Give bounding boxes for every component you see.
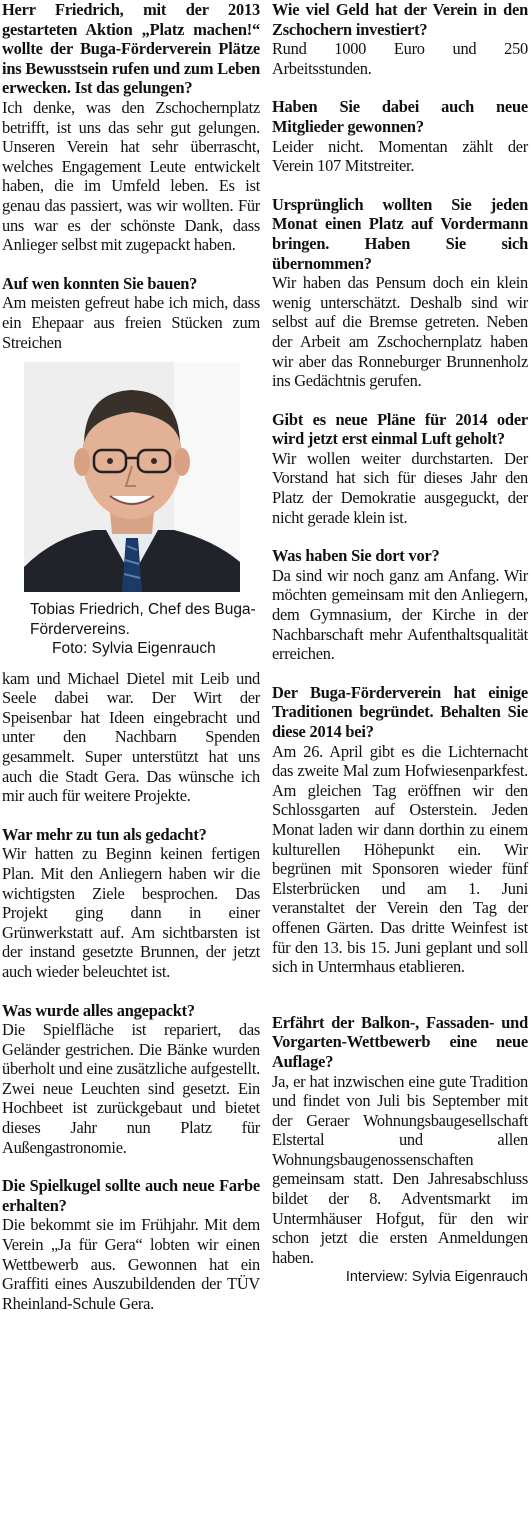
answer-money: Rund 1000 Euro und 250 Arbeitsstunden. [272, 39, 528, 78]
qa-more-work [2, 825, 260, 982]
qa-goals [272, 546, 528, 664]
caption-text: Tobias Friedrich, Chef des Buga-Fördervereins. [30, 601, 256, 638]
question-members: Haben Sie dabei auch neue Mitglieder gewonnen? [272, 97, 528, 136]
question-monthly-plan: Ursprünglich wollten Sie jeden Monat einen Platz auf Vordermann bringen. Haben Sie sich übernommen? [272, 194, 528, 273]
question-support: Auf wen konnten Sie bauen? [2, 273, 198, 293]
question-traditions: Der Buga-Förderverein hat einige Traditionen begründet. Behalten Sie diese 2014 bei? [272, 682, 528, 741]
answer-more-work: Wir hatten zu Beginn keinen fertigen Plan. Mit den Anliegern haben wir die wichtigsten Ziele besprochen. Das Projekt ging dann in einer Grünwerkstatt auf. Am sichtbarsten ist der instand gesetzte Brunnen, der jetzt auch wieder beleuchtet ist. [2, 844, 260, 981]
qa-traditions [272, 683, 528, 977]
question-tackled: Was wurde alles angepackt? [2, 1000, 195, 1020]
qa-members [272, 97, 528, 175]
portrait-figure [2, 362, 260, 659]
answer-traditions: Am 26. April gibt es die Lichternacht das zweite Mal zum Hofwiesenparkfest. Am gleichen Tag eröffnen wir den Schlossgarten auf Osterstein. Jeden Monat laden wir dann dorthin zu einem kulturellen Höhepunkt ein. Wir begrünen mit Sponsoren wieder fünf Elsterbrücken und am 1. Juni veranstaltet der Verein den Tag der offenen Gärten. Das dritte Weinfest ist für den 13. bis 15. Juni geplant und soll sich in Untermhaus etablieren. [272, 741, 528, 977]
answer-monthly-plan: Wir haben das Pensum doch ein klein wenig unterschätzt. Deshalb sind wir selbst auf die Bremse getreten. Neben der Arbeit am Zschochernplatz haben wir aber das Ronneburger Brunnenholz ins Gedächtnis gerufen. [272, 273, 528, 391]
answer-intro: Ich denke, was den Zschochernplatz betrifft, ist uns das sehr gut gelungen. Unseren Verein hat sehr überrascht, welches Engagement Leute entwickelt haben, die im Umfeld leben. Es ist genau das passiert, was wir wollten. Für uns war es der schönste Dank, dass Anlieger selbst mit zugepackt haben. [2, 97, 260, 255]
question-plans-2014: Gibt es neue Pläne für 2014 oder wird jetzt erst einmal Luft geholt? [272, 409, 528, 449]
question-more-work: War mehr zu tun als gedacht? [2, 824, 207, 844]
question-goals: Was haben Sie dort vor? [272, 546, 440, 566]
answer-tackled: Die Spielfläche ist repariert, das Geländer gestrichen. Die Bänke wurden überholt und eine zusätzliche aufgestellt. Zwei neue Leuchten sind gesetzt. Ein Hochbeet ist zurückgebaut und bietet dieses Jahr nun Platz für Außengastronomie. [2, 1020, 260, 1157]
answer-goals: Da sind wir noch ganz am Anfang. Wir möchten gemeinsam mit den Anliegern, dem Gymnasium, der Kirche in der Nachbarschaft mehr Aufenthaltsqualität erreichen. [272, 565, 528, 664]
answer-members: Leider nicht. Momentan zählt der Verein 107 Mitstreiter. [272, 136, 528, 176]
qa-monthly-plan [272, 195, 528, 391]
qa-plans-2014 [272, 410, 528, 528]
interview-credit: Interview: Sylvia Eigenrauch [345, 1269, 528, 1286]
qa-support [2, 274, 260, 352]
photo-caption [30, 600, 260, 659]
right-column [272, 0, 528, 1285]
question-money: Wie viel Geld hat der Verein in den Zschochern investiert? [272, 0, 528, 39]
qa-play-ball [2, 1176, 260, 1313]
question-play-ball: Die Spielkugel sollte auch neue Farbe erhalten? [2, 1176, 260, 1215]
answer-support-part2: kam und Michael Dietel mit Leib und Seele dabei war. Der Wirt der Speisenbar hat Ideen eingebracht und unter den Nachbarn Spenden gesammelt. Super unterstützt hat uns auch die Stadt Gera. Das wünsche ich mir auch für weitere Projekte. [2, 668, 260, 806]
qa-tackled [2, 1001, 260, 1158]
qa-intro [2, 0, 260, 255]
answer-support-part1: Am meisten gefreut habe ich mich, dass ein Ehepaar aus freien Stücken zum Streichen [2, 293, 260, 352]
qa-money [272, 0, 528, 78]
photo-credit: Foto: Sylvia Eigenrauch [52, 640, 216, 658]
qa-competition [272, 1013, 528, 1268]
answer-play-ball: Die bekommt sie im Frühjahr. Mit dem Verein „Ja für Gera“ lobten wir einen Wettbewerb aus. Gewonnen hat ein Graffiti eines Auszubildenden der TÜV Rheinland-Schule Gera. [2, 1215, 260, 1313]
answer-competition: Ja, er hat inzwischen eine gute Tradition und findet von Juli bis September mit der Geraer Wohnungsbaugesellschaft Elstertal und allen Wohnungsbaugenossenschaften gemeinsam statt. Den Jahresabschluss bildet der 8. Adventsmarkt im Untermhäuser Hofgut, für den wir schon jetzt die ersten Anmeldungen haben. [272, 1071, 528, 1267]
question-competition: Erfährt der Balkon-, Fassaden- und Vorgarten-Wettbewerb eine neue Auflage? [272, 1012, 528, 1071]
portrait-photo [24, 362, 240, 592]
answer-plans-2014: Wir wollen weiter durchstarten. Der Vorstand hat sich für dieses Jahr den Platz der Demokratie ausgeguckt, der nicht gerade klein ist. [272, 448, 528, 527]
left-column [2, 0, 260, 1313]
question-intro: Herr Friedrich, mit der 2013 gestarteten Aktion „Platz machen!“ wollte der Buga-Förderverein Plätze ins Bewusstsein rufen und zum Leben erwecken. Ist das gelungen? [2, 0, 260, 98]
portrait-illustration [24, 362, 240, 592]
